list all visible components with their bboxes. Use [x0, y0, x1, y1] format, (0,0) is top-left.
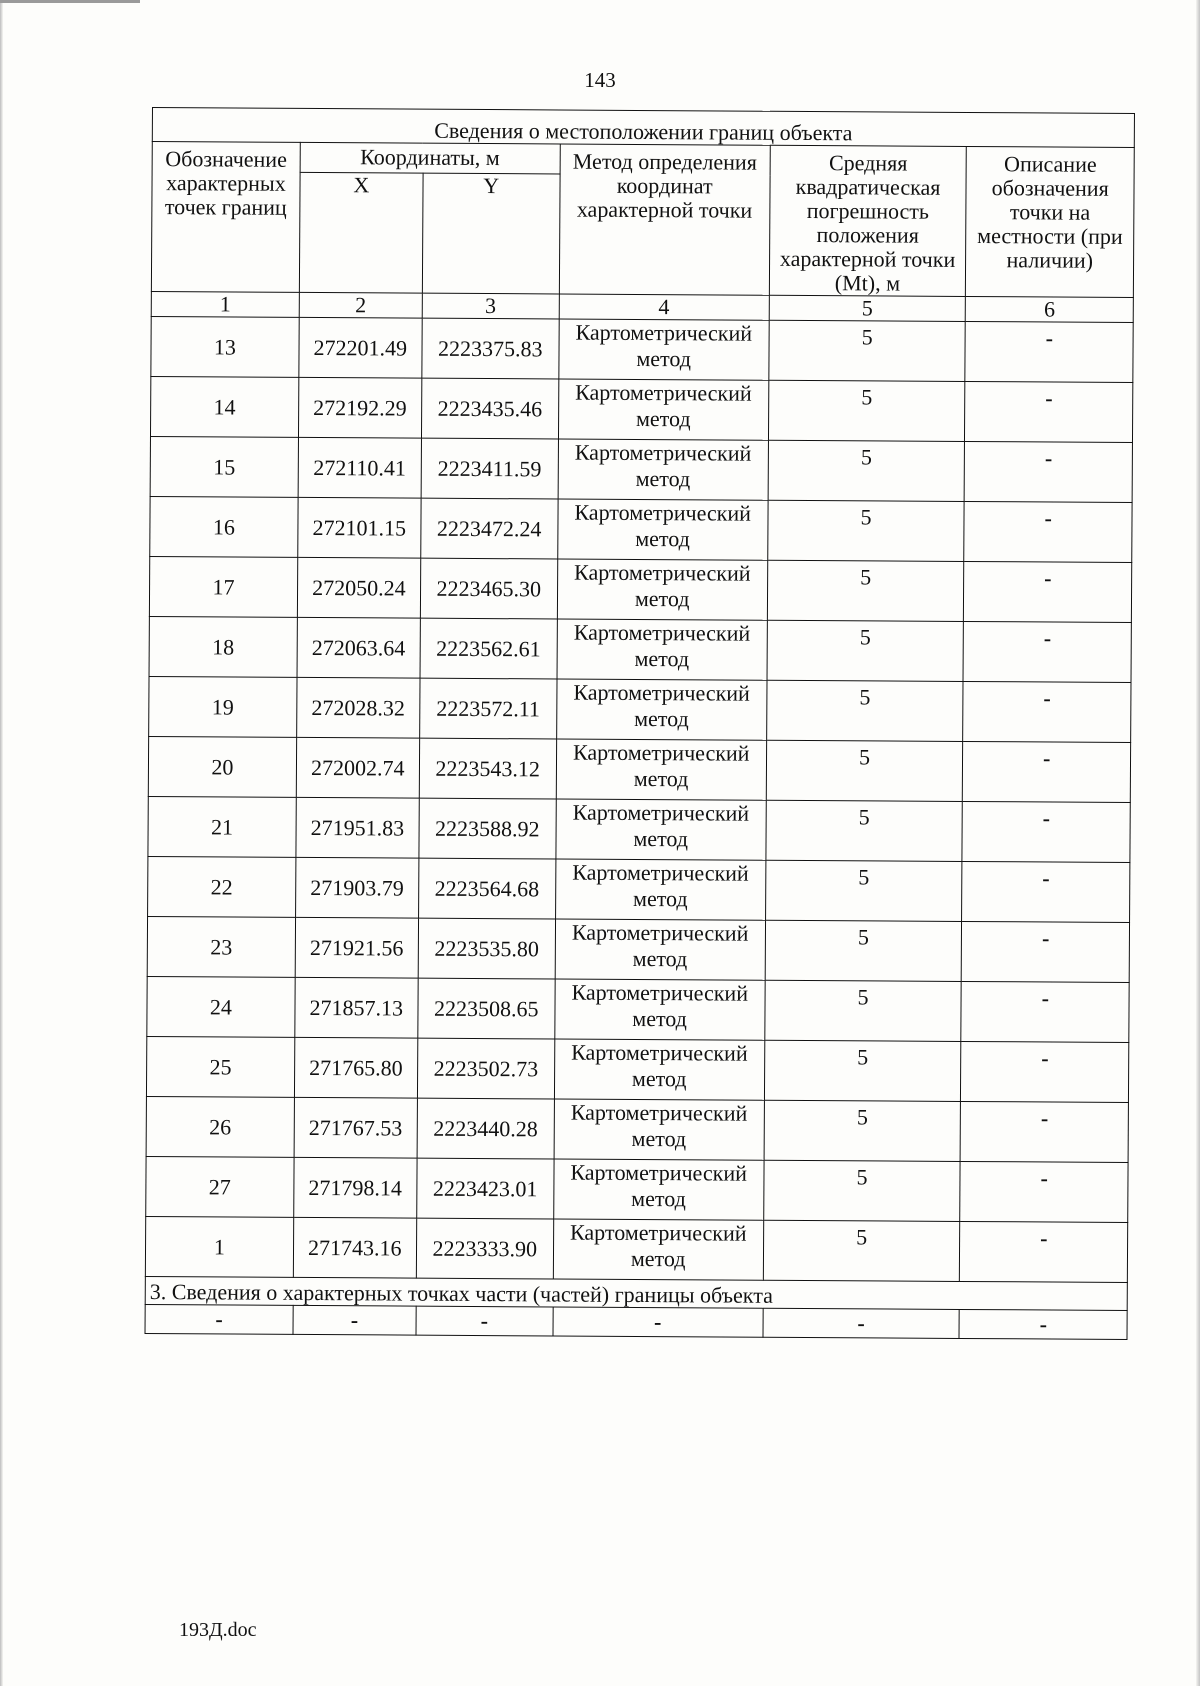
section3-cell: -: [959, 1309, 1127, 1339]
method-cell: Картометрический метод: [554, 1099, 764, 1160]
y-cell: 2223588.92: [419, 798, 556, 859]
point-cell: 18: [149, 616, 297, 677]
mt-cell: 5: [766, 800, 963, 861]
mt-cell: 5: [764, 1040, 961, 1101]
header-error: Средняя квадратическая погрешность положения характерной точки (Mt), м: [769, 145, 967, 296]
point-cell: 21: [148, 796, 296, 857]
column-number: 1: [151, 291, 299, 317]
desc-cell: -: [960, 1161, 1128, 1222]
desc-cell: -: [963, 681, 1131, 742]
table-row: [148, 796, 1130, 862]
y-cell: 2223423.01: [416, 1158, 553, 1219]
header-point: Обозначение характерных точек границ: [151, 142, 300, 293]
x-cell: 271857.13: [295, 977, 418, 1038]
y-cell: 2223411.59: [421, 438, 558, 499]
page-number: 143: [584, 68, 616, 92]
y-cell: 2223502.73: [417, 1038, 554, 1099]
point-cell: 1: [145, 1216, 293, 1277]
point-cell: 27: [146, 1156, 294, 1217]
column-number: 3: [422, 293, 559, 319]
mt-cell: 5: [764, 1100, 961, 1161]
x-cell: 271765.80: [294, 1037, 417, 1098]
x-cell: 271743.16: [293, 1217, 416, 1278]
point-cell: 22: [148, 856, 296, 917]
y-cell: 2223543.12: [419, 738, 556, 799]
table-row: [151, 316, 1133, 382]
x-cell: 272201.49: [299, 317, 422, 378]
header-y: Y: [422, 173, 560, 294]
point-cell: 24: [147, 976, 295, 1037]
y-cell: 2223435.46: [421, 378, 558, 439]
column-number: 6: [966, 296, 1134, 322]
method-cell: Картометрический метод: [558, 379, 768, 440]
method-cell: Картометрический метод: [557, 619, 767, 680]
x-cell: 271798.14: [294, 1157, 417, 1218]
method-cell: Картометрический метод: [559, 319, 769, 380]
point-cell: 13: [151, 316, 299, 377]
header-x: X: [299, 173, 423, 294]
x-cell: 272028.32: [297, 677, 420, 738]
point-cell: 19: [149, 676, 297, 737]
method-cell: Картометрический метод: [557, 499, 767, 560]
y-cell: 2223572.11: [419, 678, 556, 739]
table-row: [146, 1096, 1128, 1162]
section3-cell: -: [293, 1305, 416, 1335]
table-row: [147, 916, 1129, 982]
column-number: 5: [769, 295, 966, 321]
x-cell: 272192.29: [298, 377, 421, 438]
section3-cell: -: [763, 1308, 960, 1338]
header-coords: Координаты, м: [300, 142, 560, 174]
desc-cell: -: [962, 861, 1130, 922]
column-number: 2: [299, 292, 422, 318]
y-cell: 2223465.30: [420, 558, 557, 619]
method-cell: Картометрический метод: [556, 799, 766, 860]
method-cell: Картометрический метод: [556, 739, 766, 800]
method-cell: Картометрический метод: [553, 1159, 763, 1220]
mt-cell: 5: [767, 500, 964, 561]
section3-row: [145, 1304, 1127, 1339]
desc-cell: -: [961, 1041, 1129, 1102]
mt-cell: 5: [766, 740, 963, 801]
table-row: [145, 1216, 1127, 1282]
boundary-points-table: [145, 107, 1135, 1340]
mt-cell: 5: [765, 860, 962, 921]
method-cell: Картометрический метод: [557, 559, 767, 620]
point-cell: 15: [150, 436, 298, 497]
x-cell: 272002.74: [296, 737, 419, 798]
desc-cell: -: [963, 621, 1131, 682]
x-cell: 271921.56: [295, 917, 418, 978]
table-row: [150, 496, 1132, 562]
table-row: [146, 1156, 1128, 1222]
section3-title: 3. Сведения о характерных точках части (частей) границы объекта: [145, 1276, 1127, 1310]
mt-cell: 5: [765, 920, 962, 981]
point-cell: 20: [148, 736, 296, 797]
mt-cell: 5: [768, 440, 965, 501]
mt-cell: 5: [768, 380, 965, 441]
table-row: [150, 376, 1132, 442]
table-row: [147, 976, 1129, 1042]
method-cell: Картометрический метод: [553, 1219, 763, 1280]
desc-cell: -: [965, 321, 1133, 382]
mt-cell: 5: [763, 1160, 960, 1221]
scan-edge-left: [0, 0, 3, 1686]
point-cell: 23: [147, 916, 295, 977]
y-cell: 2223535.80: [418, 918, 555, 979]
x-cell: 272101.15: [298, 497, 421, 558]
y-cell: 2223472.24: [420, 498, 557, 559]
desc-cell: -: [961, 981, 1129, 1042]
desc-cell: -: [960, 1101, 1128, 1162]
header-method: Метод определения координат характерной точки: [559, 144, 770, 295]
method-cell: Картометрический метод: [558, 439, 768, 500]
x-cell: 271951.83: [296, 797, 419, 858]
method-cell: Картометрический метод: [555, 979, 765, 1040]
y-cell: 2223564.68: [418, 858, 555, 919]
table-row: [150, 436, 1132, 502]
mt-cell: 5: [767, 620, 964, 681]
desc-cell: -: [962, 801, 1130, 862]
table-row: [148, 736, 1130, 802]
x-cell: 272050.24: [297, 557, 420, 618]
desc-cell: -: [965, 381, 1133, 442]
method-cell: Картометрический метод: [555, 859, 765, 920]
section3-cell: -: [416, 1306, 553, 1336]
y-cell: 2223375.83: [422, 318, 559, 379]
method-cell: Картометрический метод: [554, 1039, 764, 1100]
desc-cell: -: [965, 441, 1133, 502]
method-cell: Картометрический метод: [556, 679, 766, 740]
point-cell: 26: [146, 1096, 294, 1157]
y-cell: 2223562.61: [420, 618, 557, 679]
table-row: [146, 1036, 1128, 1102]
x-cell: 272063.64: [297, 617, 420, 678]
point-cell: 25: [146, 1036, 294, 1097]
desc-cell: -: [964, 501, 1132, 562]
mt-cell: 5: [768, 320, 965, 381]
header-description: Описание обозначения точки на местности (при наличии): [966, 146, 1134, 297]
desc-cell: -: [964, 561, 1132, 622]
scan-edge-right: [1196, 0, 1200, 1686]
table-title: Сведения о местоположении границ объекта: [152, 108, 1134, 148]
x-cell: 272110.41: [298, 437, 421, 498]
y-cell: 2223508.65: [418, 978, 555, 1039]
footer-filename: 193Д.doc: [179, 1619, 257, 1641]
section3-cell: -: [553, 1307, 763, 1337]
scan-top-mark: [0, 0, 140, 3]
table-row: [148, 856, 1130, 922]
y-cell: 2223333.90: [416, 1218, 553, 1279]
y-cell: 2223440.28: [417, 1098, 554, 1159]
method-cell: Картометрический метод: [555, 919, 765, 980]
mt-cell: 5: [763, 1220, 960, 1281]
point-cell: 14: [150, 376, 298, 437]
column-number: 4: [559, 294, 769, 320]
desc-cell: -: [960, 1221, 1128, 1282]
point-cell: 16: [150, 496, 298, 557]
x-cell: 271767.53: [294, 1097, 417, 1158]
x-cell: 271903.79: [295, 857, 418, 918]
mt-cell: 5: [767, 560, 964, 621]
point-cell: 17: [149, 556, 297, 617]
mt-cell: 5: [766, 680, 963, 741]
table-row: [149, 676, 1131, 742]
section3-cell: -: [145, 1304, 293, 1334]
desc-cell: -: [963, 741, 1131, 802]
table-row: [149, 616, 1131, 682]
mt-cell: 5: [764, 980, 961, 1041]
desc-cell: -: [962, 921, 1130, 982]
table-row: [149, 556, 1131, 622]
